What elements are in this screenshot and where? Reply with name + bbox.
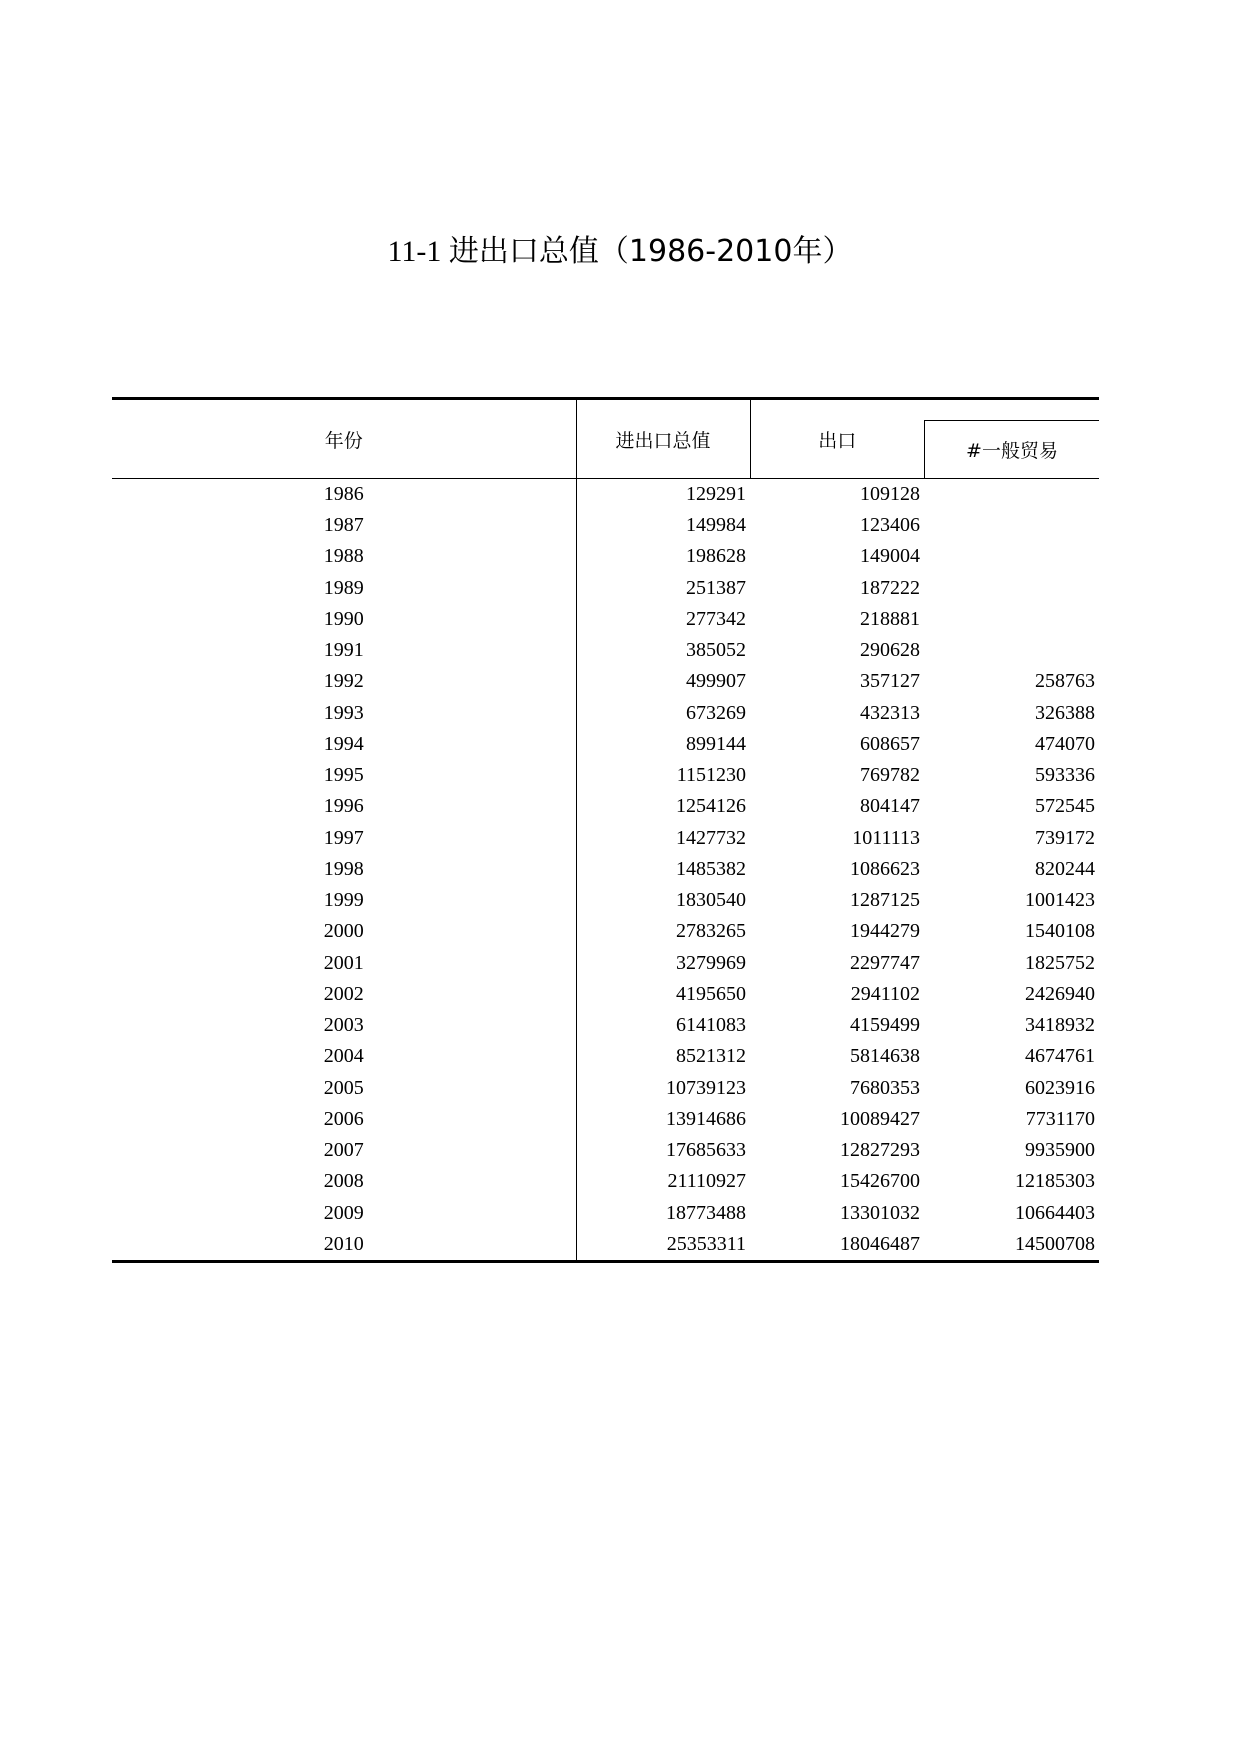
total-trade-cell: 899144	[686, 732, 746, 755]
table-row	[112, 635, 1099, 666]
year-cell: 1997	[112, 823, 576, 854]
year-cell: 2005	[112, 1073, 576, 1104]
exports-cell: 357127	[860, 670, 920, 693]
exports-cell: 12827293	[840, 1139, 920, 1162]
exports-cell: 432313	[860, 701, 920, 724]
exports-cell: 2297747	[850, 951, 920, 974]
year-cell: 2007	[112, 1135, 576, 1166]
year-cell: 2001	[112, 948, 576, 979]
table-row	[112, 604, 1099, 635]
total-trade-cell: 499907	[686, 670, 746, 693]
exports-cell: 290628	[860, 639, 920, 662]
year-cell: 1996	[112, 791, 576, 822]
general-trade-cell: 474070	[1035, 732, 1095, 755]
exports-cell: 804147	[860, 795, 920, 818]
total-trade-cell: 1830540	[676, 889, 746, 912]
general-trade-cell	[924, 635, 1099, 666]
table-row	[112, 1104, 1099, 1135]
year-cell: 2002	[112, 979, 576, 1010]
header-year: 年份	[112, 399, 576, 479]
exports-cell: 15426700	[840, 1170, 920, 1193]
header-general-trade-label: #一般贸易	[924, 420, 1099, 478]
year-cell: 2009	[112, 1198, 576, 1229]
general-trade-cell: 572545	[1035, 795, 1095, 818]
exports-cell: 7680353	[850, 1076, 920, 1099]
general-trade-cell	[924, 573, 1099, 604]
table-row	[112, 885, 1099, 916]
total-trade-cell: 17685633	[666, 1139, 746, 1162]
total-trade-cell: 1254126	[676, 795, 746, 818]
general-trade-cell	[924, 604, 1099, 635]
year-cell: 1991	[112, 635, 576, 666]
table-row	[112, 573, 1099, 604]
total-trade-cell: 1151230	[676, 764, 746, 787]
total-trade-cell: 149984	[686, 514, 746, 537]
general-trade-cell: 3418932	[1025, 1014, 1095, 1037]
table-row	[112, 791, 1099, 822]
table-title-text: 进出口总值	[448, 234, 599, 269]
year-cell: 1990	[112, 604, 576, 635]
year-cell: 2000	[112, 916, 576, 947]
general-trade-cell: 1825752	[1025, 951, 1095, 974]
general-trade-cell: 258763	[1035, 670, 1095, 693]
year-cell: 1998	[112, 854, 576, 885]
year-cell: 1995	[112, 760, 576, 791]
exports-cell: 5814638	[850, 1045, 920, 1068]
header-total-trade: 进出口总值	[576, 399, 750, 479]
exports-cell: 608657	[860, 732, 920, 755]
exports-cell: 218881	[860, 607, 920, 630]
year-cell: 1987	[112, 510, 576, 541]
total-trade-cell: 198628	[686, 545, 746, 568]
exports-cell: 1011113	[852, 826, 920, 849]
general-trade-cell: 10664403	[1015, 1201, 1095, 1224]
table-row	[112, 1229, 1099, 1262]
exports-cell: 1944279	[850, 920, 920, 943]
exports-cell: 187222	[860, 576, 920, 599]
year-cell: 1986	[112, 479, 576, 511]
exports-cell: 769782	[860, 764, 920, 787]
table-row	[112, 916, 1099, 947]
table-body	[112, 479, 1099, 1262]
exports-cell: 109128	[860, 483, 920, 505]
total-trade-cell: 6141083	[676, 1014, 746, 1037]
general-trade-cell	[924, 541, 1099, 572]
year-cell: 1999	[112, 885, 576, 916]
table-row	[112, 854, 1099, 885]
year-cell: 2008	[112, 1166, 576, 1197]
table-row	[112, 979, 1099, 1010]
general-trade-cell: 7731170	[1025, 1107, 1095, 1130]
table-title-years: （1986-2010年）	[598, 234, 853, 269]
page-title	[0, 232, 1240, 272]
exports-cell: 149004	[860, 545, 920, 568]
table-row	[112, 541, 1099, 572]
year-cell: 2003	[112, 1010, 576, 1041]
total-trade-cell: 385052	[686, 639, 746, 662]
header-exports: 出口	[750, 399, 924, 479]
table-row	[112, 1073, 1099, 1104]
exports-cell: 2941102	[850, 982, 920, 1005]
year-cell: 1989	[112, 573, 576, 604]
header-general-trade	[924, 399, 1099, 479]
header-row	[112, 399, 1099, 479]
year-cell: 2010	[112, 1229, 576, 1262]
table-row	[112, 1166, 1099, 1197]
total-trade-cell: 277342	[686, 607, 746, 630]
exports-cell: 4159499	[850, 1014, 920, 1037]
table-row	[112, 510, 1099, 541]
table-row	[112, 823, 1099, 854]
total-trade-cell: 21110927	[667, 1170, 746, 1193]
general-trade-cell: 14500708	[924, 1229, 1099, 1262]
total-trade-cell: 673269	[686, 701, 746, 724]
general-trade-cell: 820244	[1035, 857, 1095, 880]
general-trade-cell: 1540108	[1025, 920, 1095, 943]
total-trade-cell: 25353311	[576, 1229, 750, 1262]
general-trade-cell	[924, 479, 1099, 511]
exports-cell: 123406	[860, 514, 920, 537]
exports-cell: 18046487	[750, 1229, 924, 1262]
general-trade-cell: 2426940	[1025, 982, 1095, 1005]
table-row	[112, 729, 1099, 760]
general-trade-cell: 326388	[1035, 701, 1095, 724]
total-trade-cell: 13914686	[666, 1107, 746, 1130]
table-row	[112, 760, 1099, 791]
general-trade-cell: 6023916	[1025, 1076, 1095, 1099]
year-cell: 1993	[112, 698, 576, 729]
table-row	[112, 1198, 1099, 1229]
general-trade-cell: 9935900	[1025, 1139, 1095, 1162]
general-trade-cell: 593336	[1035, 764, 1095, 787]
table-number: 11-1	[387, 235, 442, 268]
year-cell: 1994	[112, 729, 576, 760]
year-cell: 2006	[112, 1104, 576, 1135]
general-trade-cell: 4674761	[1025, 1045, 1095, 1068]
table-row	[112, 948, 1099, 979]
exports-cell: 1287125	[850, 889, 920, 912]
table-row	[112, 1010, 1099, 1041]
total-trade-cell: 3279969	[676, 951, 746, 974]
total-trade-cell: 1427732	[676, 826, 746, 849]
total-trade-cell: 129291	[686, 483, 746, 505]
exports-cell: 1086623	[850, 857, 920, 880]
total-trade-cell: 4195650	[676, 982, 746, 1005]
total-trade-cell: 18773488	[666, 1201, 746, 1224]
exports-cell: 10089427	[840, 1107, 920, 1130]
year-cell: 1988	[112, 541, 576, 572]
total-trade-cell: 8521312	[676, 1045, 746, 1068]
total-trade-cell: 10739123	[666, 1076, 746, 1099]
total-trade-cell: 251387	[686, 576, 746, 599]
general-trade-cell: 1001423	[1025, 889, 1095, 912]
trade-value-table	[112, 397, 1099, 1263]
table-row	[112, 1041, 1099, 1072]
total-trade-cell: 1485382	[676, 857, 746, 880]
table-row	[112, 698, 1099, 729]
exports-cell: 13301032	[840, 1201, 920, 1224]
general-trade-cell: 739172	[1035, 826, 1095, 849]
year-cell: 2004	[112, 1041, 576, 1072]
general-trade-cell	[924, 510, 1099, 541]
table-row	[112, 666, 1099, 697]
year-cell: 1992	[112, 666, 576, 697]
table-row	[112, 1135, 1099, 1166]
table-row	[112, 479, 1099, 511]
general-trade-cell: 12185303	[1015, 1170, 1095, 1193]
total-trade-cell: 2783265	[676, 920, 746, 943]
